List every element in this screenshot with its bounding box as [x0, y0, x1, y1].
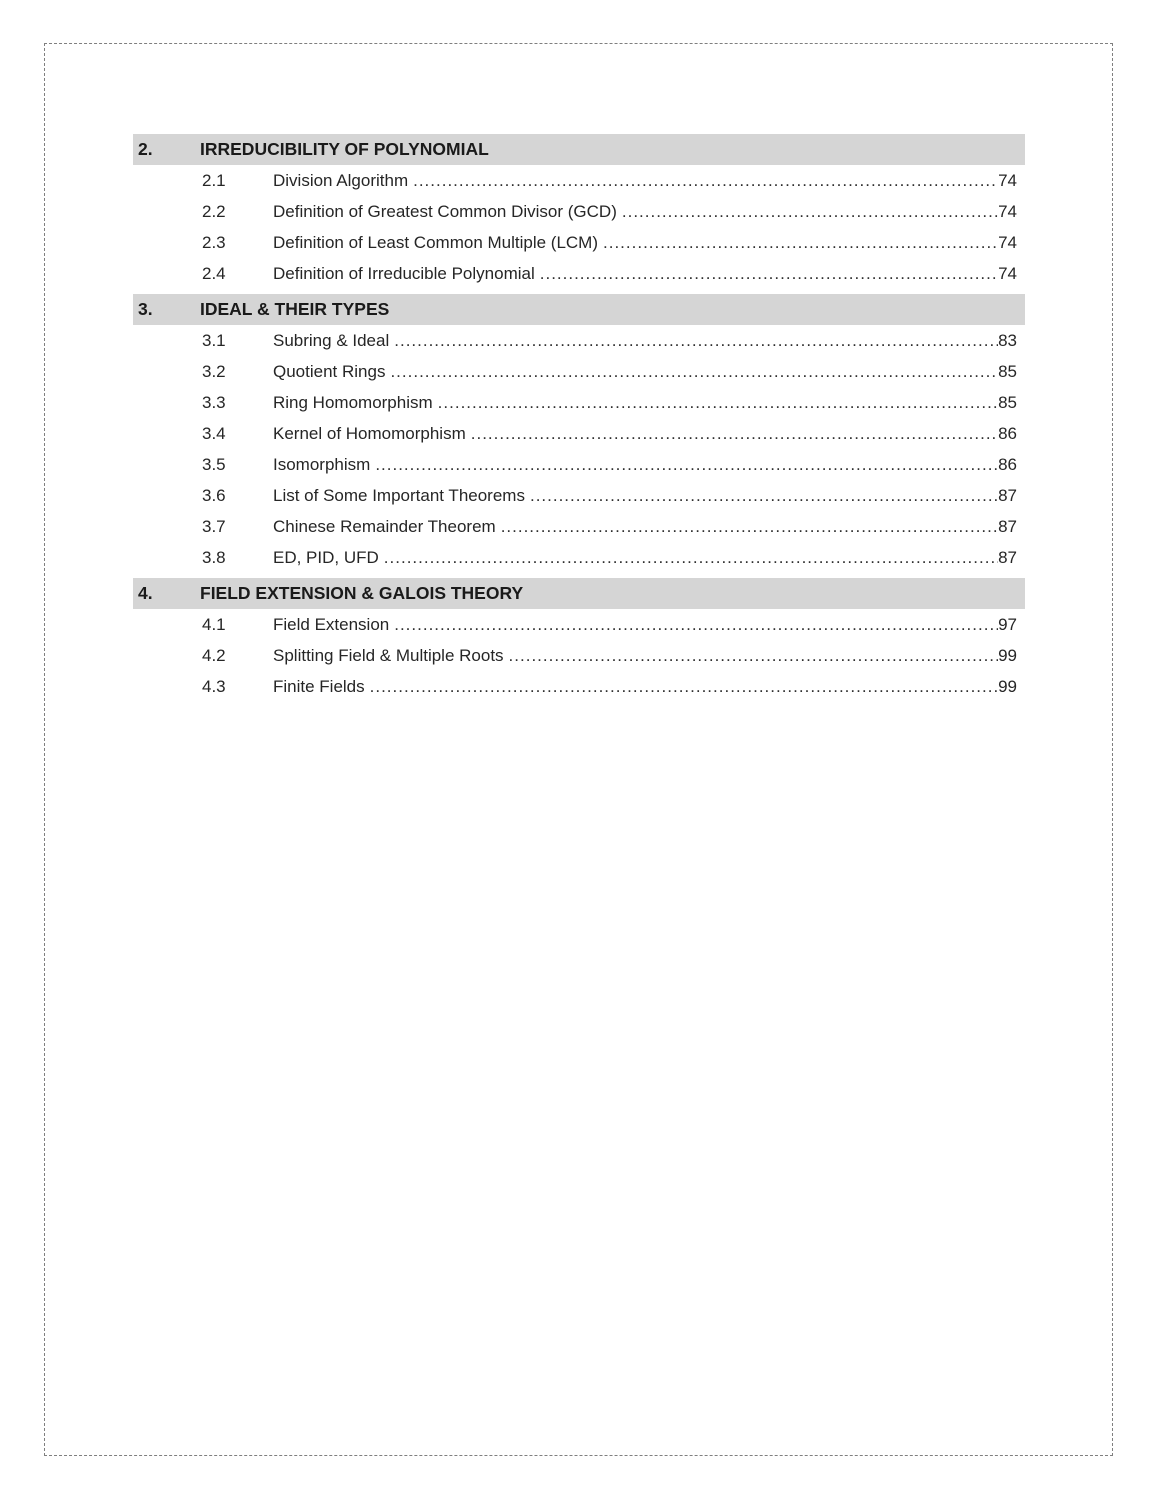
dot-leader: [509, 640, 999, 671]
toc-item-page: 86: [998, 424, 1017, 443]
toc-item-number: 2.3: [202, 233, 226, 252]
toc-item-number: 3.5: [202, 455, 226, 474]
section-title: IRREDUCIBILITY OF POLYNOMIAL: [200, 139, 489, 159]
section-items: [133, 325, 1025, 573]
toc-item-number: 2.4: [202, 264, 226, 283]
toc-row: [133, 325, 1025, 356]
toc-item-title: Subring & Ideal: [273, 331, 390, 350]
toc-row: [133, 196, 1025, 227]
toc-item-title: Quotient Rings: [273, 362, 386, 381]
toc-item-number: 4.1: [202, 615, 226, 634]
toc-row: [133, 640, 1025, 671]
dot-leader: [394, 609, 998, 640]
dot-leader: [370, 671, 998, 702]
dot-leader: [501, 511, 998, 542]
toc-item-page: 83: [998, 331, 1017, 350]
toc-row: [133, 387, 1025, 418]
toc-item-number: 4.2: [202, 646, 226, 665]
toc-item-page: 87: [998, 486, 1017, 505]
toc-item-number: 4.3: [202, 677, 226, 696]
dot-leader: [471, 418, 998, 449]
toc-item-page: 85: [998, 393, 1017, 412]
dot-leader: [413, 165, 998, 196]
dot-leader: [390, 356, 998, 387]
toc-item-title: Field Extension: [273, 615, 390, 634]
toc-row: [133, 449, 1025, 480]
dot-leader: [394, 325, 998, 356]
toc-item-number: 3.4: [202, 424, 226, 443]
toc-item-title: Definition of Least Common Multiple (LCM): [273, 233, 599, 252]
toc-item-number: 2.2: [202, 202, 226, 221]
toc-item-title: Isomorphism: [273, 455, 371, 474]
toc-item-page: 74: [998, 202, 1017, 221]
dot-leader: [622, 196, 998, 227]
toc-row: [133, 356, 1025, 387]
toc-item-number: 3.6: [202, 486, 226, 505]
section-items: [133, 609, 1025, 702]
toc-row: [133, 542, 1025, 573]
toc-item-page: 97: [998, 615, 1017, 634]
toc-item-title: Ring Homomorphism: [273, 393, 433, 412]
toc-item-page: 74: [998, 233, 1017, 252]
section-title: FIELD EXTENSION & GALOIS THEORY: [200, 583, 524, 603]
dot-leader: [375, 449, 998, 480]
toc-item-page: 86: [998, 455, 1017, 474]
toc-item-number: 3.8: [202, 548, 226, 567]
toc-item-page: 87: [998, 548, 1017, 567]
toc-item-title: Splitting Field & Multiple Roots: [273, 646, 504, 665]
section-items: [133, 165, 1025, 289]
toc-row: [133, 418, 1025, 449]
toc-item-title: Kernel of Homomorphism: [273, 424, 466, 443]
dot-leader: [540, 258, 998, 289]
toc-row: [133, 511, 1025, 542]
section-header-field-extension: [133, 578, 1025, 609]
toc-row: [133, 671, 1025, 702]
toc-row: [133, 258, 1025, 289]
toc-row: [133, 227, 1025, 258]
toc-item-page: 99: [998, 677, 1017, 696]
toc-item-page: 87: [998, 517, 1017, 536]
toc-item-page: 99: [998, 646, 1017, 665]
toc-row: [133, 480, 1025, 511]
section-header-ideal-types: [133, 294, 1025, 325]
toc-item-title: List of Some Important Theorems: [273, 486, 525, 505]
section-number: 2.: [138, 139, 153, 159]
toc-row: [133, 165, 1025, 196]
dot-leader: [603, 227, 998, 258]
toc-item-title: Definition of Greatest Common Divisor (GCD): [273, 202, 617, 221]
toc-item-page: 85: [998, 362, 1017, 381]
dot-leader: [438, 387, 998, 418]
toc-item-title: Finite Fields: [273, 677, 365, 696]
toc-item-title: Definition of Irreducible Polynomial: [273, 264, 535, 283]
toc-item-number: 2.1: [202, 171, 226, 190]
dot-leader: [384, 542, 998, 573]
section-header-irreducibility: [133, 134, 1025, 165]
toc-item-number: 3.3: [202, 393, 226, 412]
toc-item-number: 3.1: [202, 331, 226, 350]
section-number: 3.: [138, 299, 153, 319]
toc-row: [133, 609, 1025, 640]
section-title: IDEAL & THEIR TYPES: [200, 299, 390, 319]
toc-item-title: Chinese Remainder Theorem: [273, 517, 496, 536]
toc-item-title: Division Algorithm: [273, 171, 409, 190]
dot-leader: [530, 480, 998, 511]
table-of-contents: [133, 134, 1025, 707]
toc-item-page: 74: [998, 264, 1017, 283]
section-number: 4.: [138, 583, 153, 603]
toc-item-title: ED, PID, UFD: [273, 548, 379, 567]
toc-item-number: 3.7: [202, 517, 226, 536]
toc-item-number: 3.2: [202, 362, 226, 381]
toc-item-page: 74: [998, 171, 1017, 190]
